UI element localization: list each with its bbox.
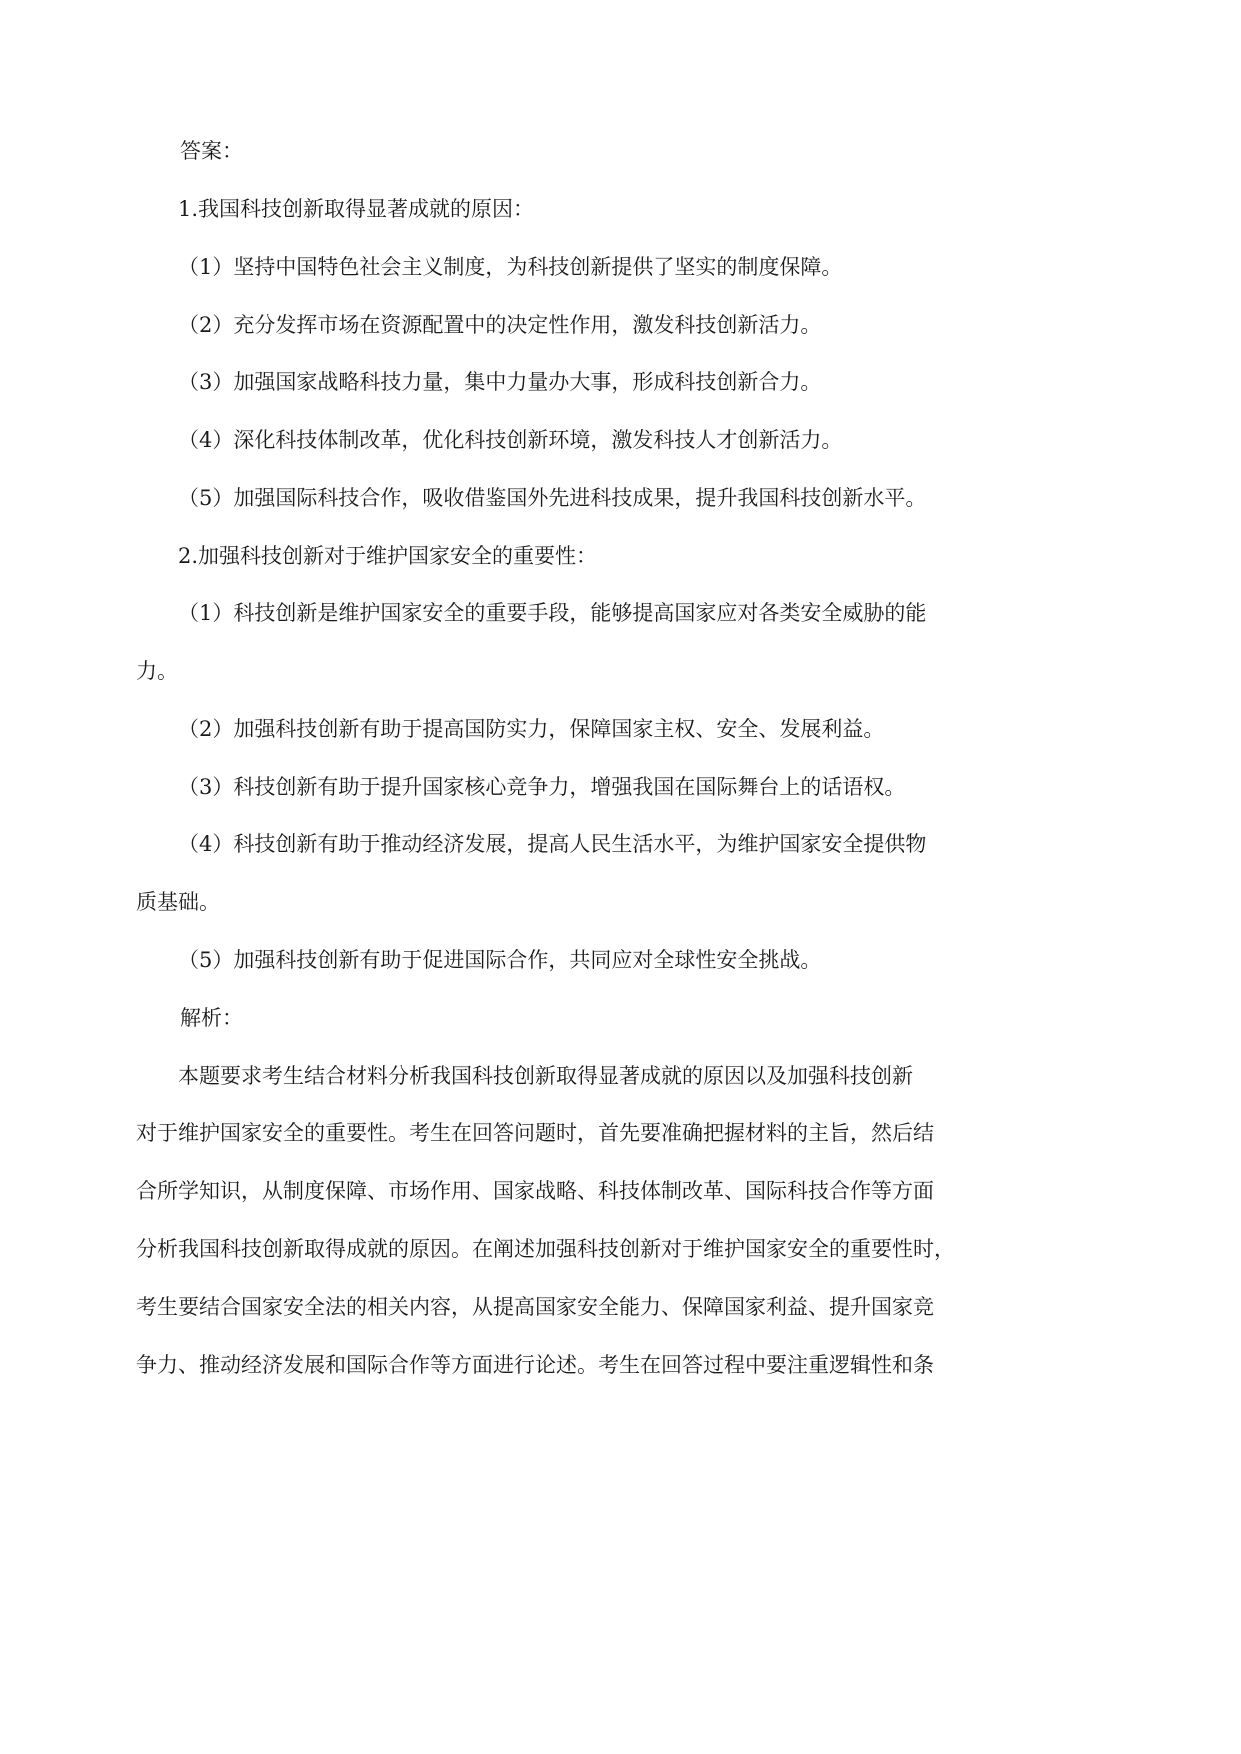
analysis-line-4: 分析我国科技创新取得成就的原因。在阐述加强科技创新对于维护国家安全的重要性时， <box>136 1237 955 1261</box>
answer-heading: 答案： <box>180 139 243 163</box>
section1-item-4: （4）深化科技体制改革，优化科技创新环境，激发科技人才创新活力。 <box>178 428 843 452</box>
section2-item-5: （5）加强科技创新有助于促进国际合作，共同应对全球性安全挑战。 <box>178 948 822 972</box>
section2-item-1-line-2: 力。 <box>136 659 178 683</box>
analysis-line-1: 本题要求考生结合材料分析我国科技创新取得显著成就的原因以及加强科技创新 <box>178 1064 913 1088</box>
section1-item-1: （1）坚持中国特色社会主义制度，为科技创新提供了坚实的制度保障。 <box>178 255 843 279</box>
analysis-heading: 解析： <box>180 1006 243 1030</box>
analysis-line-6: 争力、推动经济发展和国际合作等方面进行论述。考生在回答过程中要注重逻辑性和条 <box>136 1353 934 1377</box>
section1-item-3: （3）加强国家战略科技力量，集中力量办大事，形成科技创新合力。 <box>178 370 822 394</box>
section2-item-4-line-1: （4）科技创新有助于推动经济发展，提高人民生活水平，为维护国家安全提供物 <box>178 832 927 856</box>
section2-item-3: （3）科技创新有助于提升国家核心竞争力，增强我国在国际舞台上的话语权。 <box>178 775 906 799</box>
analysis-line-5: 考生要结合国家安全法的相关内容，从提高国家安全能力、保障国家利益、提升国家竞 <box>136 1295 934 1319</box>
section2-item-4-line-2: 质基础。 <box>136 890 220 914</box>
analysis-line-2: 对于维护国家安全的重要性。考生在回答问题时，首先要准确把握材料的主旨，然后结 <box>136 1121 934 1145</box>
section1-heading: 1.我国科技创新取得显著成就的原因： <box>178 197 535 221</box>
section1-item-2: （2）充分发挥市场在资源配置中的决定性作用，激发科技创新活力。 <box>178 313 822 337</box>
section2-heading: 2.加强科技创新对于维护国家安全的重要性： <box>178 544 598 568</box>
section1-item-5: （5）加强国际科技合作，吸收借鉴国外先进科技成果，提升我国科技创新水平。 <box>178 486 927 510</box>
section2-item-1-line-1: （1）科技创新是维护国家安全的重要手段，能够提高国家应对各类安全威胁的能 <box>178 601 927 625</box>
section2-item-2: （2）加强科技创新有助于提高国防实力，保障国家主权、安全、发展利益。 <box>178 717 885 741</box>
analysis-line-3: 合所学知识，从制度保障、市场作用、国家战略、科技体制改革、国际科技合作等方面 <box>136 1179 934 1203</box>
